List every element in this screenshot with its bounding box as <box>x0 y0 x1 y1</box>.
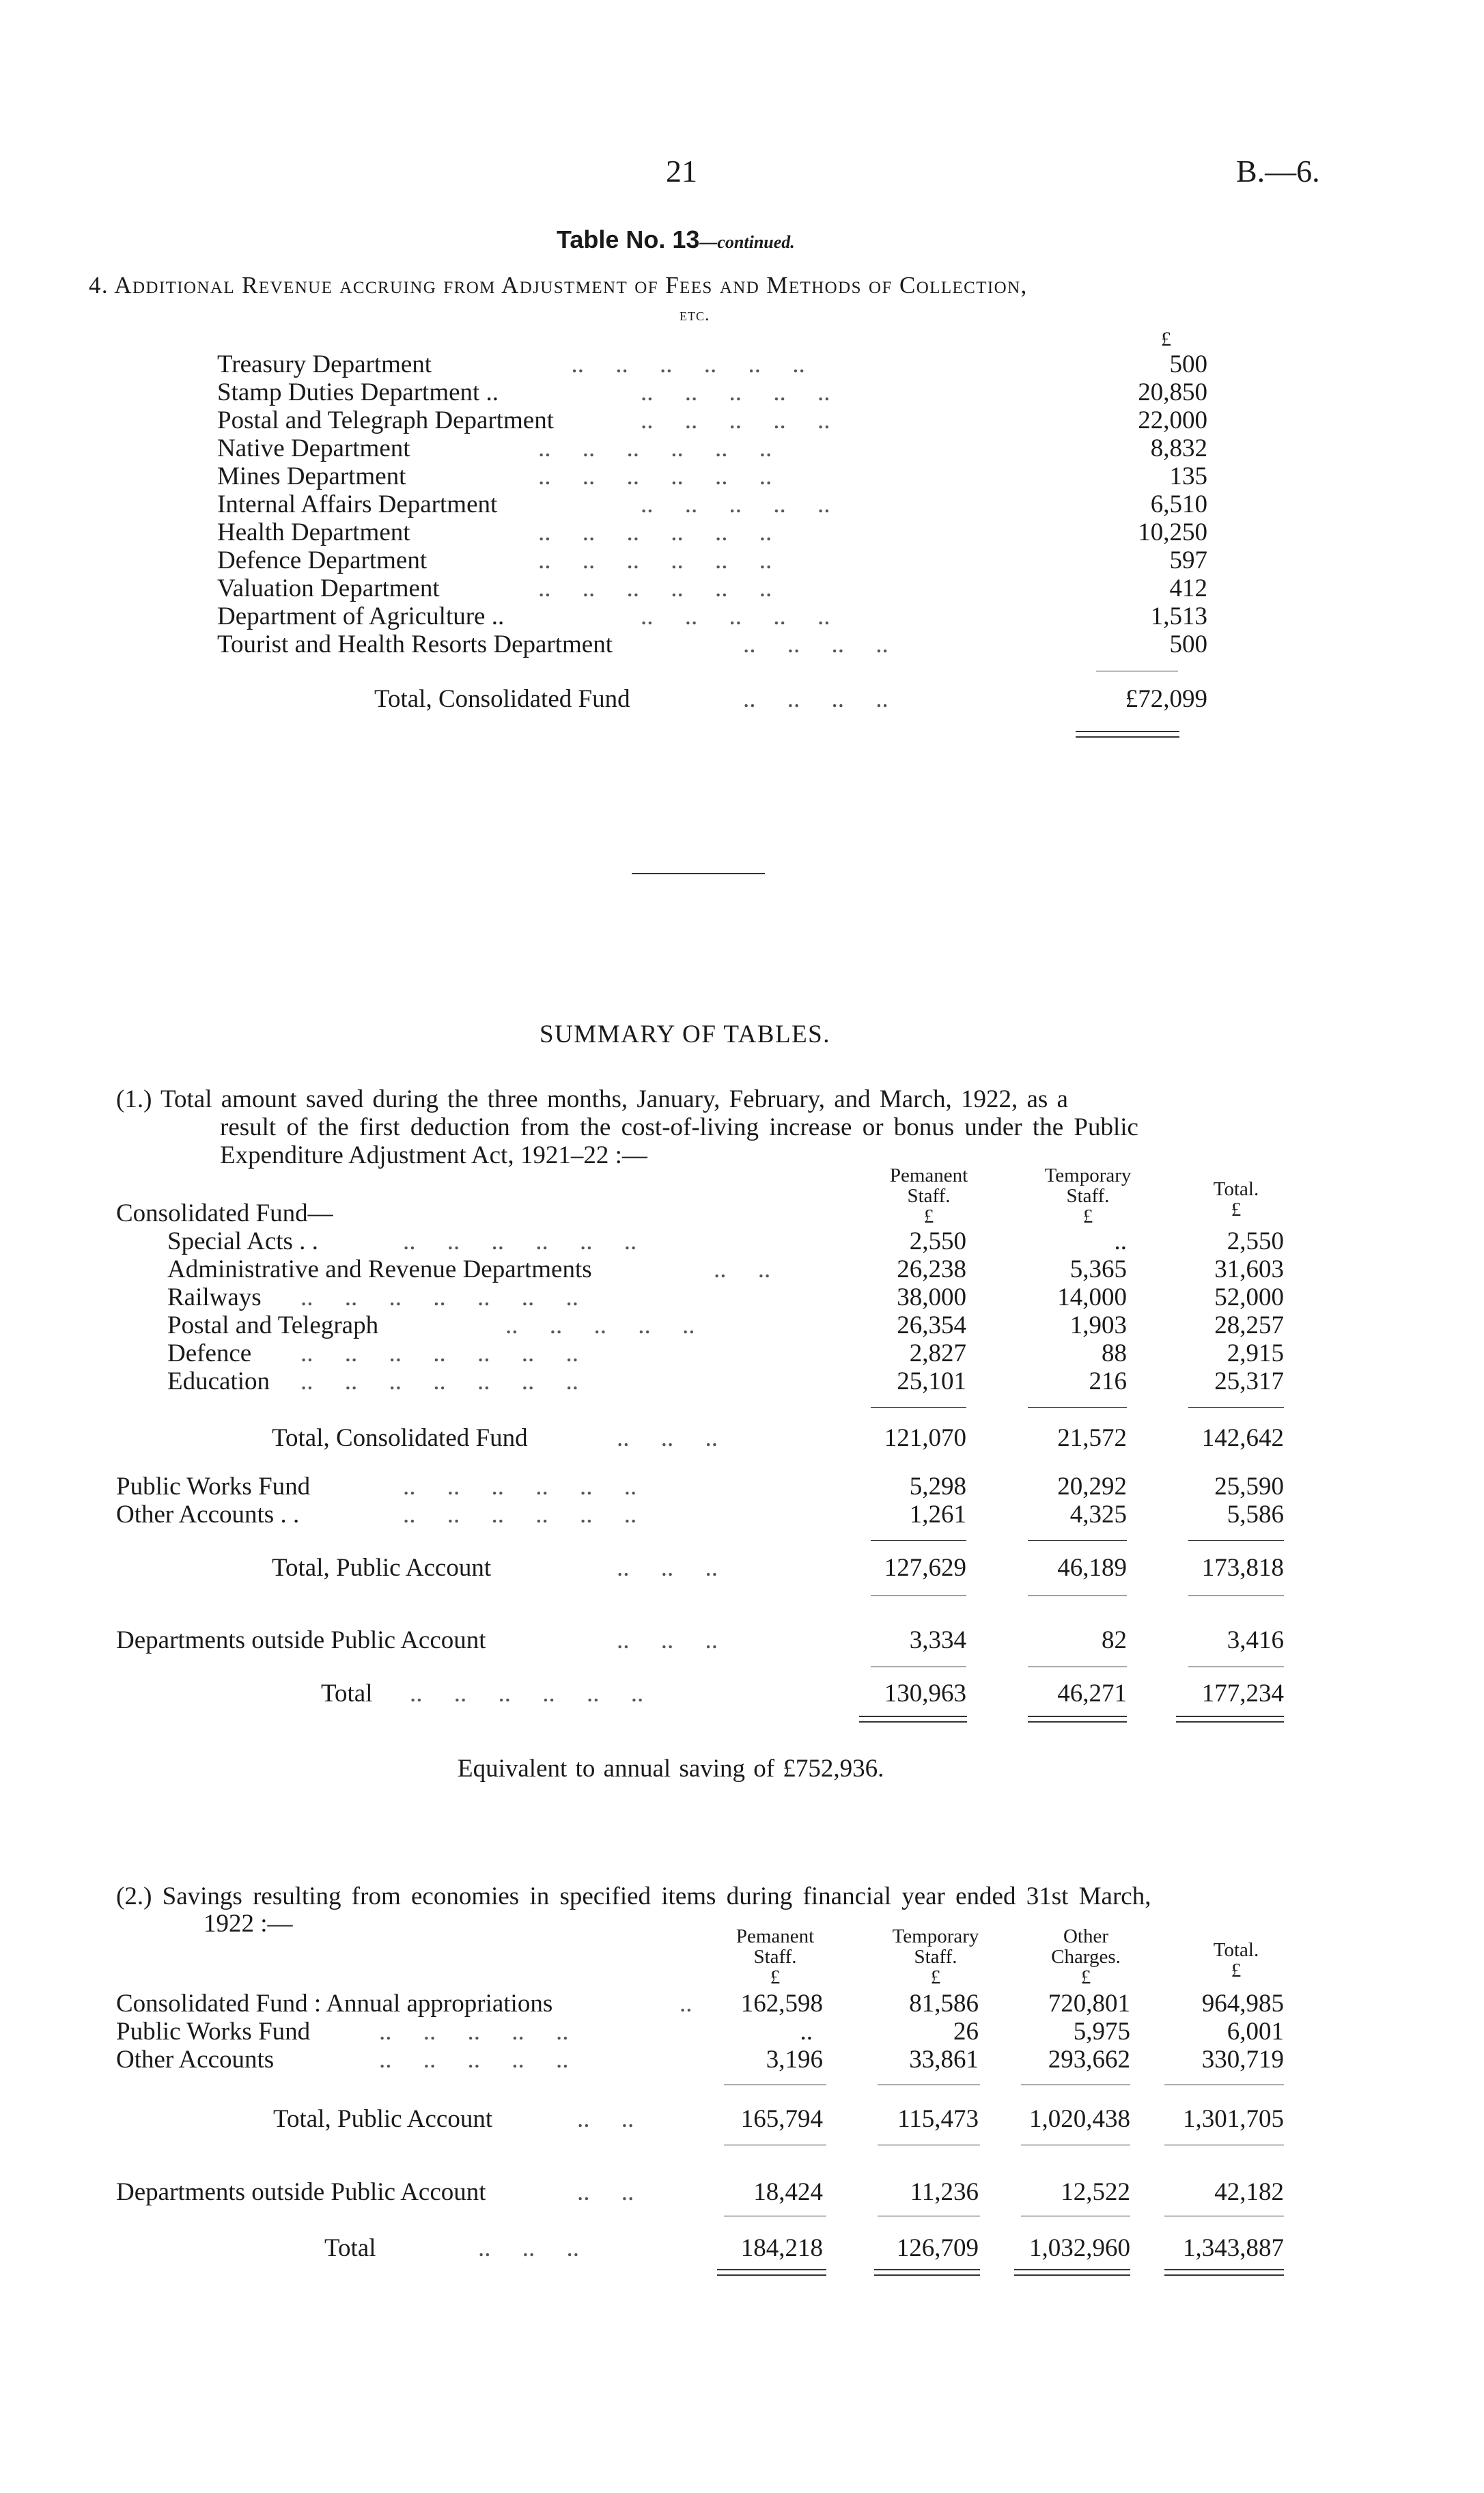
table-row-public-works <box>116 1472 1284 1501</box>
section-heading-cont: etc. <box>680 305 710 324</box>
temporary-value: 4,325 <box>1069 1501 1127 1529</box>
permanent-value: 121,070 <box>884 1424 966 1452</box>
table-row-total <box>374 684 1207 714</box>
row-value: 597 <box>1169 546 1207 574</box>
row-value: 22,000 <box>1138 406 1207 434</box>
row-label: Tourist and Health Resorts Department <box>217 630 613 658</box>
col-header-unit: £ <box>930 1966 941 1988</box>
other-value: 720,801 <box>1048 1990 1130 2018</box>
table-row-total-pa <box>272 1553 1284 1583</box>
temporary-value: 81,586 <box>909 1990 979 2018</box>
subtotal-rule <box>1028 1540 1127 1541</box>
col-header-line2: Staff. <box>753 1946 797 1968</box>
table-row <box>217 602 1207 631</box>
table-row <box>217 490 1207 519</box>
permanent-value: 25,101 <box>897 1367 966 1395</box>
dot-leader: .. .. .. <box>617 1554 718 1582</box>
col-header-line1: Other <box>1063 1925 1109 1947</box>
dot-leader: .. .. .. .. .. <box>505 1311 695 1339</box>
row-label: Special Acts . . <box>167 1227 318 1255</box>
total-value: £72,099 <box>1125 685 1207 713</box>
double-rule <box>1014 2269 1130 2276</box>
table-row <box>217 434 1207 463</box>
part1-intro-line1: (1.) Total amount saved during the three months, January, February, and March, 1922, as a <box>116 1085 1068 1113</box>
temporary-value: 126,709 <box>896 2234 979 2262</box>
document-reference: B.—6. <box>1236 154 1320 189</box>
other-value: 293,662 <box>1048 2046 1130 2074</box>
temporary-value: 216 <box>1089 1367 1127 1395</box>
row-label: Public Works Fund <box>116 1473 311 1501</box>
temporary-value: 26 <box>953 2018 979 2046</box>
permanent-value: 18,424 <box>753 2178 823 2206</box>
row-value: 8,832 <box>1150 434 1207 462</box>
table-row <box>217 546 1207 575</box>
dot-leader: .. .. .. <box>617 1626 718 1654</box>
row-value: 500 <box>1169 630 1207 658</box>
section-heading: 4. Additional Revenue accruing from Adjustment of Fees and Methods of Collection, <box>89 272 1028 298</box>
other-value: 12,522 <box>1061 2178 1130 2206</box>
col-header-other <box>1035 1926 1137 1988</box>
dot-leader: .. .. .. .. .. .. <box>403 1501 637 1529</box>
permanent-value: 5,298 <box>909 1473 966 1501</box>
col-header-unit: £ <box>770 1966 781 1988</box>
total-value: 1,343,887 <box>1183 2234 1284 2262</box>
dot-leader: .. .. .. .. .. <box>641 406 830 434</box>
dot-leader: .. .. .. .. .. <box>641 490 830 518</box>
permanent-value: 130,963 <box>884 1680 966 1708</box>
double-rule <box>1028 1716 1127 1723</box>
dot-leader: .. .. .. .. .. .. .. <box>300 1283 578 1311</box>
group-label: Consolidated Fund— <box>116 1199 333 1227</box>
dot-leader: .. .. .. .. .. <box>379 2018 569 2046</box>
dot-leader: .. .. .. .. .. .. <box>559 350 805 378</box>
temporary-value: 14,000 <box>1057 1283 1127 1311</box>
col-header-permanent <box>717 1926 833 1988</box>
table-row <box>217 406 1207 435</box>
permanent-value: 2,827 <box>909 1339 966 1367</box>
col-header-unit: £ <box>1231 1960 1242 1981</box>
col-header-line1: Temporary <box>892 1925 979 1947</box>
dot-leader: .. <box>680 1990 692 2018</box>
part1-intro-line2: result of the first deduction from the cost-of-living increase or bonus under the Public <box>220 1113 1138 1141</box>
dot-leader: .. .. .. .. .. .. <box>410 1680 644 1708</box>
table-row-other-accounts <box>116 1500 1284 1529</box>
total-value: 42,182 <box>1214 2178 1284 2206</box>
table-row-outside <box>116 1626 1284 1655</box>
row-value: 20,850 <box>1138 378 1207 406</box>
temporary-value: 1,903 <box>1069 1311 1127 1339</box>
double-rule <box>1176 1716 1284 1723</box>
permanent-value: 38,000 <box>897 1283 966 1311</box>
row-value: 412 <box>1169 574 1207 602</box>
total-value: 31,603 <box>1214 1255 1284 1283</box>
temporary-value: 20,292 <box>1057 1473 1127 1501</box>
permanent-value: 3,196 <box>766 2046 823 2074</box>
row-label: Stamp Duties Department .. <box>217 378 499 406</box>
total-value: 964,985 <box>1201 1990 1284 2018</box>
row-label: Treasury Department <box>217 350 432 378</box>
table-row <box>217 462 1207 491</box>
table-row <box>167 1367 1284 1396</box>
subtotal-rule <box>1188 1540 1284 1541</box>
permanent-value: 1,261 <box>909 1501 966 1529</box>
row-label: Postal and Telegraph <box>167 1311 379 1339</box>
other-value: 1,032,960 <box>1029 2234 1130 2262</box>
subtotal-rule <box>871 1540 966 1541</box>
table-row <box>167 1339 1284 1368</box>
dot-leader: .. .. .. .. .. .. <box>538 434 772 462</box>
temporary-value: 115,473 <box>897 2105 979 2133</box>
other-value: 1,020,438 <box>1029 2105 1130 2133</box>
permanent-value: 162,598 <box>740 1990 823 2018</box>
row-label: Internal Affairs Department <box>217 490 498 518</box>
col-header-line1: Pemanent <box>736 1925 815 1947</box>
dot-leader: .. .. .. .. <box>743 685 888 713</box>
table-title-suffix: —continued. <box>699 232 795 252</box>
part2-intro-line2: 1922 :— <box>204 1910 293 1938</box>
dot-leader: .. .. .. .. .. .. <box>538 546 772 574</box>
col-header-line2: Staff. <box>914 1946 957 1968</box>
row-label: Departments outside Public Account <box>116 1626 486 1654</box>
row-value: 10,250 <box>1138 518 1207 546</box>
row-label: Defence <box>167 1339 252 1367</box>
dot-leader: .. .. .. .. .. .. .. <box>300 1367 578 1395</box>
subtotal-rule <box>871 1407 966 1408</box>
table-title-main: Table No. 13 <box>557 225 700 253</box>
table-row <box>167 1227 1284 1256</box>
col-header-temporary <box>1026 1165 1149 1227</box>
page-number: 21 <box>666 154 697 189</box>
total-value: 6,001 <box>1227 2018 1284 2046</box>
row-label: Total, Public Account <box>273 2105 493 2133</box>
row-label: Total, Public Account <box>272 1554 492 1582</box>
col-header-temporary <box>874 1926 997 1988</box>
col-header-line2: Charges. <box>1051 1946 1121 1968</box>
temporary-value: .. <box>1114 1227 1127 1255</box>
row-value: 135 <box>1169 462 1207 490</box>
table-row <box>217 350 1207 379</box>
total-value: 2,550 <box>1227 1227 1284 1255</box>
temporary-value: 21,572 <box>1057 1424 1127 1452</box>
total-value: 330,719 <box>1201 2046 1284 2074</box>
total-label: Total, Consolidated Fund <box>374 685 630 713</box>
dot-leader: .. .. .. .. <box>743 630 888 658</box>
summary-title: SUMMARY OF TABLES. <box>540 1020 830 1048</box>
other-value: 5,975 <box>1073 2018 1130 2046</box>
col-header-unit: £ <box>1082 1206 1093 1227</box>
total-value: 5,586 <box>1227 1501 1284 1529</box>
dot-leader: .. .. .. .. .. <box>379 2046 569 2074</box>
dot-leader: .. .. .. .. .. .. <box>538 518 772 546</box>
col-header-line1: Total. <box>1213 1939 1259 1961</box>
dot-leader: .. .. .. .. .. .. <box>538 462 772 490</box>
dot-leader: .. .. .. .. .. <box>641 602 830 630</box>
row-label: Defence Department <box>217 546 428 574</box>
row-label: Public Works Fund <box>116 2018 311 2046</box>
table-row <box>167 1311 1284 1340</box>
permanent-value: 165,794 <box>740 2105 823 2133</box>
table-row-grand-total <box>321 1679 1284 1708</box>
dot-leader: .. .. .. .. .. <box>641 378 830 406</box>
table-row-total-pa <box>273 2104 1284 2134</box>
table-row <box>217 518 1207 547</box>
dot-leader: .. .. .. .. .. .. <box>403 1227 637 1255</box>
permanent-value: .. <box>800 2018 813 2046</box>
col-header-line1: Total. <box>1213 1178 1259 1200</box>
col-header-line2: Staff. <box>1066 1185 1110 1207</box>
permanent-value: 26,354 <box>897 1311 966 1339</box>
subtotal-rule <box>1028 1407 1127 1408</box>
permanent-value: 127,629 <box>884 1554 966 1582</box>
col-header-line1: Temporary <box>1044 1165 1132 1186</box>
temporary-value: 33,861 <box>909 2046 979 2074</box>
total-value: 3,416 <box>1227 1626 1284 1654</box>
equivalent-saving: Equivalent to annual saving of £752,936. <box>458 1755 884 1783</box>
row-label: Department of Agriculture .. <box>217 602 505 630</box>
dot-leader: .. .. <box>714 1255 771 1283</box>
table-row-outside <box>116 2177 1284 2207</box>
dot-leader: .. .. .. <box>617 1424 718 1452</box>
col-header-total <box>1192 1940 1280 1981</box>
col-header-line2: Staff. <box>907 1185 951 1207</box>
row-label: Consolidated Fund : Annual appropriations <box>116 1990 553 2018</box>
total-value: 25,317 <box>1214 1367 1284 1395</box>
table-row <box>116 1989 1284 2018</box>
temporary-value: 11,236 <box>910 2178 979 2206</box>
row-label: Total <box>321 1680 373 1708</box>
row-value: 6,510 <box>1150 490 1207 518</box>
col-header-unit: £ <box>1231 1199 1242 1221</box>
part1-intro-line3: Expenditure Adjustment Act, 1921–22 :— <box>220 1141 647 1169</box>
row-label: Education <box>167 1367 270 1395</box>
total-value: 177,234 <box>1201 1680 1284 1708</box>
table-row <box>217 630 1207 659</box>
row-value: 500 <box>1169 350 1207 378</box>
total-value: 173,818 <box>1201 1554 1284 1582</box>
dot-leader: .. .. <box>577 2105 634 2133</box>
permanent-value: 3,334 <box>909 1626 966 1654</box>
table-row <box>116 2045 1284 2074</box>
row-label: Total <box>324 2234 376 2262</box>
table-row <box>167 1283 1284 1312</box>
table-row-total-cf <box>272 1423 1284 1453</box>
total-value: 2,915 <box>1227 1339 1284 1367</box>
part2-intro-line1: (2.) Savings resulting from economies in specified items during financial year ended 31st March, <box>116 1882 1151 1910</box>
col-header-line1: Pemanent <box>889 1165 968 1186</box>
table-title <box>557 225 795 254</box>
row-label: Postal and Telegraph Department <box>217 406 554 434</box>
row-label: Departments outside Public Account <box>116 2178 486 2206</box>
double-rule <box>859 1716 967 1723</box>
table-row <box>217 378 1207 407</box>
col-header-permanent <box>871 1165 987 1227</box>
dot-leader: .. .. .. .. .. .. <box>538 574 772 602</box>
total-value: 142,642 <box>1201 1424 1284 1452</box>
table-row-grand-total <box>324 2233 1284 2263</box>
permanent-value: 26,238 <box>897 1255 966 1283</box>
row-label: Health Department <box>217 518 410 546</box>
dot-leader: .. .. <box>577 2178 634 2206</box>
row-label: Total, Consolidated Fund <box>272 1424 528 1452</box>
row-value: 1,513 <box>1150 602 1207 630</box>
temporary-value: 46,271 <box>1057 1680 1127 1708</box>
row-label: Railways <box>167 1283 262 1311</box>
row-label: Mines Department <box>217 462 406 490</box>
table-row <box>167 1255 1284 1284</box>
col-header-total <box>1192 1179 1280 1220</box>
row-label: Valuation Department <box>217 574 440 602</box>
temporary-value: 88 <box>1102 1339 1127 1367</box>
col-header-unit: £ <box>923 1206 934 1227</box>
double-rule <box>717 2269 826 2276</box>
total-value: 25,590 <box>1214 1473 1284 1501</box>
total-value: 1,301,705 <box>1183 2105 1284 2133</box>
double-rule <box>1076 731 1179 738</box>
permanent-value: 184,218 <box>740 2234 823 2262</box>
double-rule <box>874 2269 980 2276</box>
row-label: Administrative and Revenue Departments <box>167 1255 592 1283</box>
table-row <box>116 2017 1284 2046</box>
dot-leader: .. .. .. .. .. .. <box>403 1473 637 1501</box>
temporary-value: 46,189 <box>1057 1554 1127 1582</box>
total-value: 28,257 <box>1214 1311 1284 1339</box>
temporary-value: 82 <box>1102 1626 1127 1654</box>
table-row <box>217 574 1207 603</box>
section-divider <box>632 873 765 874</box>
subtotal-rule <box>1188 1407 1284 1408</box>
total-value: 52,000 <box>1214 1283 1284 1311</box>
row-label: Other Accounts . . <box>116 1501 300 1529</box>
dot-leader: .. .. .. .. .. .. .. <box>300 1339 578 1367</box>
dot-leader: .. .. .. <box>478 2234 579 2262</box>
col-header-unit: £ <box>1080 1966 1091 1988</box>
permanent-value: 2,550 <box>909 1227 966 1255</box>
row-label: Native Department <box>217 434 410 462</box>
row-label: Other Accounts <box>116 2046 275 2074</box>
temporary-value: 5,365 <box>1069 1255 1127 1283</box>
currency-unit: £ <box>1161 328 1171 350</box>
double-rule <box>1164 2269 1284 2276</box>
